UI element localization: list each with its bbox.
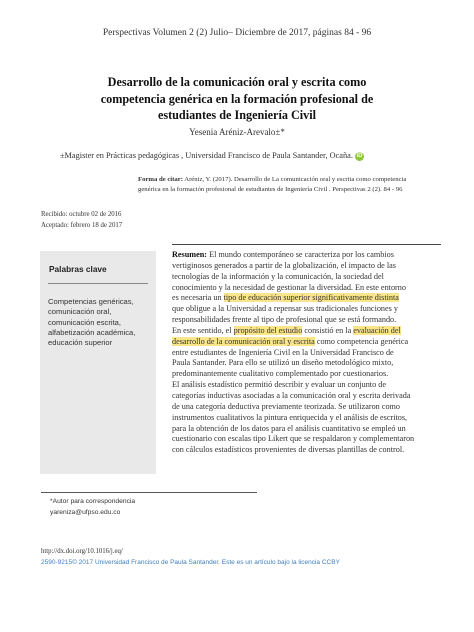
title-line: estudiantes de Ingeniería Civil xyxy=(157,108,317,122)
abstract-line: cuestionario con escalas tipo Likert que se respaldaron y complementaron xyxy=(172,434,415,444)
abstract-line: categorías inductivas asociadas a la comunicación oral y escrita derivada xyxy=(172,390,411,400)
abstract-line: que obligue a la Universidad a repensar sus tradicionales funciones y xyxy=(172,304,398,314)
abstract-line: con cálculos estadísticos provenientes de diversas plantillas de control. xyxy=(172,445,405,455)
citation-line xyxy=(138,175,428,185)
title-line: competencia genérica en la formación profesional de xyxy=(100,91,374,106)
abstract-line: predominantemente cualitativo complementado por cuestionarios. xyxy=(172,369,389,379)
keywords-list: Competencias genéricas, comunicación oral, comunicación escrita, alfabetización académica, educación superior xyxy=(48,297,136,348)
abstract-line: conocimiento y la necesidad de gestionar la diversidad. En este entorno xyxy=(172,282,406,292)
title-line: Desarrollo de la comunicación oral y escrita como xyxy=(107,75,367,89)
article-dates xyxy=(41,210,122,231)
footnote xyxy=(50,497,135,518)
citation-block xyxy=(138,175,428,195)
abstract-text: El mundo contemporáneo se caracteriza por los cambios xyxy=(207,250,394,259)
abstract-text: consistió en la xyxy=(302,325,354,335)
abstract-line: El análisis estadístico permitió describir y evaluar un conjunto de xyxy=(172,380,386,390)
author-name: Yesenia Aréniz-Arevalo±* xyxy=(189,127,285,137)
abstract-label: Resumen: xyxy=(172,250,208,259)
abstract-line: instrumentos cualitativos la pintura enriquecida y el análisis de escritos, xyxy=(172,412,408,422)
license-link[interactable]: 2590-9215© 2017 Universidad Francisco de Paula Santander. Este es un artículo bajo la licencia CCBY xyxy=(41,559,340,566)
abstract-line: tecnologías de la información y la comunicación, la sociedad del xyxy=(172,271,384,281)
keywords-box xyxy=(40,251,156,474)
footnote-label: *Autor para correspondencia xyxy=(50,498,136,505)
journal-header: Perspectivas Volumen 2 (2) Julio– Diciembre de 2017, páginas 84 - 96 xyxy=(102,28,372,38)
correspondence-email[interactable]: yareniza@ufpso.edu.co xyxy=(50,508,121,516)
abstract-line: entre estudiantes de Ingeniería Civil en la Universidad Francisco de xyxy=(172,347,394,357)
keywords-divider xyxy=(48,283,148,284)
affiliation-text: ±Magister en Prácticas pedagógicas , Universidad Francisco de Paula Santander, Ocaña. xyxy=(60,151,353,160)
highlighted-text[interactable]: desarrollo de la comunicación oral y escrita xyxy=(172,336,315,346)
abstract-top-divider xyxy=(172,244,441,245)
footnote-divider xyxy=(41,492,257,493)
accepted-date: Aceptado: febrero 18 de 2017 xyxy=(41,221,123,229)
abstract-line: responsabilidades frente al tipo de profesional que se está formando. xyxy=(172,315,397,325)
citation-line: genérica en la formación profesional de estudiantes de Ingeniería Civil . Perspectivas 2 (2). 84 - 96 xyxy=(138,185,403,193)
highlighted-text[interactable]: propósito del estudio xyxy=(233,325,303,335)
received-date: Recibido: octubre 02 de 2016 xyxy=(41,211,122,218)
abstract xyxy=(172,250,441,456)
abstract-text: es necesaria un xyxy=(172,293,224,303)
citation-label: Forma de citar: xyxy=(138,176,183,183)
doi-link[interactable]: http://dx.doi.org/10.1016/j.eq/ xyxy=(41,548,123,555)
abstract-text: En este sentido, el xyxy=(172,325,234,335)
abstract-line: vertiginosos generados a partir de la globalización, el impacto de las xyxy=(172,260,396,270)
highlighted-text[interactable]: tipo de educación superior significativamente distinta xyxy=(223,293,399,303)
citation-text: Aréniz, Y. (2017). Desarrollo de La comunicación oral y escrita como competencia xyxy=(182,176,407,183)
article-title xyxy=(60,74,414,124)
keywords-title: Palabras clave xyxy=(49,264,107,274)
abstract-line: de una categoría deductiva previamente teorizada. Se utilizaron como xyxy=(172,401,401,411)
abstract-text: como competencia genérica xyxy=(314,336,409,346)
highlighted-text[interactable]: evaluación del xyxy=(353,325,401,335)
abstract-line: Paula Santander. Para ello se utilizó un diseño metodológico mixto, xyxy=(172,358,394,368)
abstract-line: para la obtención de los datos para el análisis cuantitativo se empleó un xyxy=(172,423,406,433)
orcid-icon[interactable]: iD xyxy=(356,152,363,159)
author-affiliation xyxy=(60,151,440,161)
